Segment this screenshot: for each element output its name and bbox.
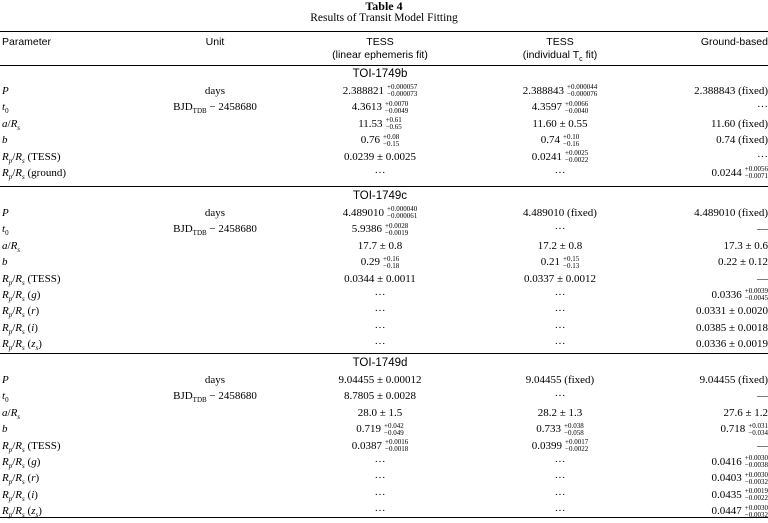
individual-fit-cell: 9.04455 (fixed): [525, 374, 595, 386]
header-rule: [0, 65, 768, 66]
param-cell: $R_p/R_s$ (i): [2, 488, 38, 503]
linear-fit-cell-error: +0.08 −0.15: [383, 132, 400, 148]
ground-cell: 0.74 (fixed): [716, 134, 768, 147]
unit-cell: days: [204, 207, 226, 219]
param-cell: $R_p/R_s$ (ground): [2, 167, 67, 182]
linear-fit-cell: 0.719 +0.042 −0.049: [356, 421, 404, 437]
param-cell: $R_p/R_s$ (r): [2, 305, 40, 320]
section-rule: [0, 353, 768, 354]
ground-cell: 0.0435 +0.0019 −0.0022: [711, 487, 768, 503]
param-cell: P: [2, 85, 9, 97]
linear-fit-cell: 4.489010 +0.000040 −0.000061: [342, 205, 418, 221]
individual-fit-cell: 0.21 +0.15 −0.13: [540, 254, 580, 270]
table-number: Table 4: [365, 0, 403, 13]
table-title: Results of Transit Model Fitting: [310, 12, 458, 24]
linear-fit-cell-error: +0.000057 −0.000073: [387, 83, 418, 99]
table-row: [0, 421, 768, 437]
unit-cell: days: [204, 374, 226, 386]
header-tess-linear: TESS: [366, 36, 394, 48]
section-title: TOI-1749d: [352, 357, 408, 369]
param-cell: $a/R_s$: [2, 117, 21, 132]
ground-cell-error: +0.0019 −0.0022: [744, 487, 768, 503]
unit-cell: $BJD_{TDB} - 2458680$: [173, 223, 257, 238]
param-cell: b: [2, 256, 8, 269]
ground-cell: ···: [757, 150, 768, 163]
linear-fit-cell: 4.3613 +0.0070 −0.0049: [351, 99, 409, 115]
ground-cell-error: +0.031 −0.034: [748, 421, 768, 437]
table-row: [0, 132, 768, 148]
linear-fit-cell: 11.53 +0.61 −0.65: [358, 116, 402, 132]
individual-fit-cell: ···: [554, 456, 566, 468]
table-row: [0, 99, 768, 115]
ground-cell: 4.489010 (fixed): [694, 207, 768, 219]
individual-fit-cell-error: +0.0066 −0.0040: [565, 99, 589, 115]
linear-fit-cell: 0.29 +0.16 −0.18: [360, 254, 400, 270]
table-row: [0, 372, 768, 388]
param-cell: $t_0$: [2, 101, 9, 116]
individual-fit-cell-error: +0.0017 −0.0022: [565, 438, 589, 454]
ground-cell: 0.0336 +0.0039 −0.0045: [711, 287, 768, 303]
header-unit: Unit: [205, 36, 225, 48]
table-row: [0, 83, 768, 99]
table-row: [0, 454, 768, 470]
linear-fit-cell: ···: [374, 305, 386, 318]
linear-fit-cell: ···: [374, 338, 386, 351]
linear-fit-cell: ···: [374, 456, 386, 468]
param-cell: $R_p/R_s$ (g): [2, 456, 41, 471]
individual-fit-cell-error: +0.15 −0.13: [563, 254, 580, 270]
ground-cell: 0.0447 +0.0030 −0.0032: [711, 503, 768, 519]
param-cell: b: [2, 134, 8, 147]
param-cell: b: [2, 423, 8, 436]
linear-fit-cell: ···: [374, 321, 386, 334]
individual-fit-cell: ···: [554, 488, 566, 501]
header-tess-linear-sub: (linear ephemeris fit): [332, 49, 428, 61]
ground-cell: ···: [757, 101, 768, 114]
individual-fit-cell-error: +0.038 −0.058: [564, 421, 584, 437]
individual-fit-cell: 17.2 ± 0.8: [537, 239, 583, 252]
section-rule: [0, 186, 768, 187]
table-row: [0, 271, 768, 287]
linear-fit-cell: 0.0344 ± 0.0011: [344, 272, 416, 285]
linear-fit-cell: 9.04455 ± 0.00012: [338, 374, 422, 386]
ground-cell: 0.0331 ± 0.0020: [695, 305, 768, 318]
individual-fit-cell: 4.3597 +0.0066 −0.0040: [531, 99, 589, 115]
table-row: [0, 320, 768, 336]
table-row: [0, 238, 768, 254]
param-cell: $R_p/R_s$ (TESS): [2, 150, 61, 165]
param-cell: $R_p/R_s$ $(z_s)$: [2, 338, 42, 353]
table-row: [0, 405, 768, 421]
linear-fit-cell: 2.388821 +0.000057 −0.000073: [342, 83, 418, 99]
individual-fit-cell: ···: [554, 167, 566, 179]
param-cell: $R_p/R_s$ $(z_s)$: [2, 505, 42, 520]
param-cell: $R_p/R_s$ (TESS): [2, 439, 61, 454]
linear-fit-cell: 0.0239 ± 0.0025: [343, 150, 417, 163]
ground-cell-error: +0.0030 −0.0038: [744, 454, 768, 470]
ground-cell: ––: [757, 223, 768, 236]
individual-fit-cell: ···: [554, 390, 566, 403]
individual-fit-cell: 2.388843 +0.000044 −0.000076: [522, 83, 598, 99]
ground-cell: 2.388843 (fixed): [694, 85, 768, 97]
linear-fit-cell-error: +0.0016 −0.0018: [385, 438, 409, 454]
individual-fit-cell-error: +0.10 −0.16: [563, 132, 580, 148]
table-row: [0, 487, 768, 503]
linear-fit-cell-error: +0.0070 −0.0049: [385, 99, 409, 115]
linear-fit-cell: ···: [374, 488, 386, 501]
ground-cell: 0.22 ± 0.12: [717, 256, 768, 269]
ground-cell-error: +0.0039 −0.0045: [744, 287, 768, 303]
linear-fit-cell-error: +0.16 −0.18: [383, 254, 400, 270]
linear-fit-cell-error: +0.61 −0.65: [385, 116, 402, 132]
ground-cell: ––: [757, 439, 768, 452]
param-cell: $R_p/R_s$ (g): [2, 289, 41, 304]
individual-fit-cell: 0.0399 +0.0017 −0.0022: [531, 438, 589, 454]
header-row-2: [0, 47, 768, 63]
table-row: [0, 303, 768, 319]
header-tess-individual-sub: (individual $T_c$ fit): [522, 49, 598, 64]
linear-fit-cell-error: +0.000040 −0.000061: [387, 205, 418, 221]
param-cell: P: [2, 374, 9, 386]
linear-fit-cell: ···: [374, 472, 386, 485]
ground-cell: ––: [757, 390, 768, 403]
individual-fit-cell: ···: [554, 223, 566, 236]
linear-fit-cell: ···: [374, 505, 386, 518]
individual-fit-cell: 28.2 ± 1.3: [537, 406, 583, 419]
table-row: [0, 205, 768, 221]
param-cell: $R_p/R_s$ (i): [2, 321, 38, 336]
param-cell: P: [2, 207, 9, 219]
unit-cell: $BJD_{TDB} - 2458680$: [173, 390, 257, 405]
individual-fit-cell: ···: [554, 505, 566, 518]
param-cell: $a/R_s$: [2, 406, 21, 421]
linear-fit-cell-error: +0.0028 −0.0019: [385, 221, 409, 237]
ground-cell: 9.04455 (fixed): [699, 374, 768, 386]
linear-fit-cell: 5.9386 +0.0028 −0.0019: [351, 221, 409, 237]
ground-cell: 0.0416 +0.0030 −0.0038: [711, 454, 768, 470]
ground-cell-error: +0.0030 −0.0032: [744, 503, 768, 519]
ground-cell: ––: [757, 272, 768, 285]
individual-fit-cell: ···: [554, 305, 566, 318]
ground-cell: 0.0336 ± 0.0019: [695, 338, 768, 351]
table-row: [0, 336, 768, 352]
individual-fit-cell: 4.489010 (fixed): [523, 207, 597, 219]
individual-fit-cell: 0.733 +0.038 −0.058: [536, 421, 584, 437]
table-row: [0, 438, 768, 454]
ground-cell: 0.718 +0.031 −0.034: [720, 421, 768, 437]
linear-fit-cell-error: +0.042 −0.049: [384, 421, 404, 437]
unit-cell: $BJD_{TDB} - 2458680$: [173, 101, 257, 116]
ground-cell: 0.0385 ± 0.0018: [695, 321, 768, 334]
table-row: [0, 149, 768, 165]
section-title: TOI-1749b: [352, 68, 408, 80]
table-row: [0, 221, 768, 237]
individual-fit-cell-error: +0.000044 −0.000076: [567, 83, 598, 99]
linear-fit-cell: ···: [374, 289, 386, 301]
param-cell: $R_p/R_s$ (TESS): [2, 272, 61, 287]
linear-fit-cell: 17.7 ± 0.8: [357, 239, 403, 252]
individual-fit-cell: 0.0337 ± 0.0012: [523, 272, 597, 285]
ground-cell: 27.6 ± 1.2: [723, 406, 768, 419]
table-row: [0, 116, 768, 132]
param-cell: $R_p/R_s$ (r): [2, 472, 40, 487]
linear-fit-cell: 0.0387 +0.0016 −0.0018: [351, 438, 409, 454]
linear-fit-cell: 8.7805 ± 0.0028: [343, 390, 417, 403]
ground-cell-error: +0.0030 −0.0032: [744, 470, 768, 486]
section-rule: [0, 517, 768, 518]
individual-fit-cell-error: +0.0025 −0.0022: [565, 149, 589, 165]
table-row: [0, 254, 768, 270]
param-cell: $t_0$: [2, 223, 9, 238]
table-row: [0, 287, 768, 303]
individual-fit-cell: ···: [554, 321, 566, 334]
param-cell: $t_0$: [2, 390, 9, 405]
param-cell: $a/R_s$: [2, 239, 21, 254]
ground-cell-error: +0.0056 −0.0071: [744, 165, 768, 181]
linear-fit-cell: 28.0 ± 1.5: [357, 406, 403, 419]
table-row: [0, 388, 768, 404]
individual-fit-cell: ···: [554, 289, 566, 301]
section-title: TOI-1749c: [352, 190, 408, 202]
table-row: [0, 470, 768, 486]
top-rule: [0, 31, 768, 32]
unit-cell: days: [204, 85, 226, 97]
header-ground: Ground-based: [700, 36, 768, 48]
header-tess-individual: TESS: [546, 36, 574, 48]
individual-fit-cell: ···: [554, 338, 566, 351]
ground-cell: 17.3 ± 0.6: [723, 239, 768, 252]
table-caption: [0, 0, 768, 24]
ground-cell: 0.0244 +0.0056 −0.0071: [711, 165, 768, 181]
individual-fit-cell: 0.74 +0.10 −0.16: [540, 132, 580, 148]
ground-cell: 11.60 (fixed): [710, 117, 768, 130]
table-row: [0, 165, 768, 181]
individual-fit-cell: ···: [554, 472, 566, 485]
header-parameter: Parameter: [2, 36, 52, 48]
individual-fit-cell: 11.60 ± 0.55: [532, 117, 588, 130]
individual-fit-cell: 0.0241 +0.0025 −0.0022: [531, 149, 589, 165]
linear-fit-cell: 0.76 +0.08 −0.15: [360, 132, 400, 148]
ground-cell: 0.0403 +0.0030 −0.0032: [711, 470, 768, 486]
linear-fit-cell: ···: [374, 167, 386, 179]
